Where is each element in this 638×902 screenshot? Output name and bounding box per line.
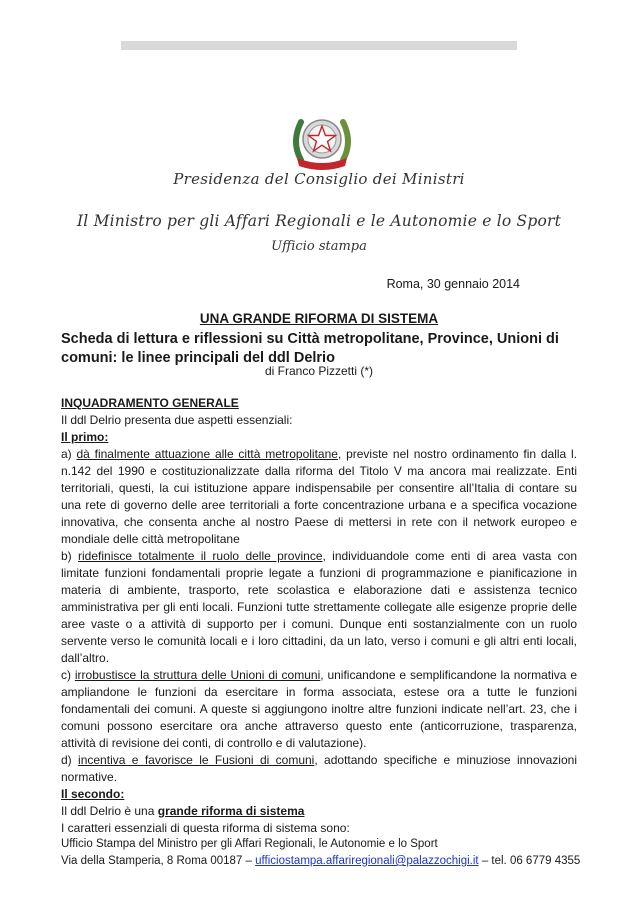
author-line: di Franco Pizzetti (*) [264, 364, 374, 378]
page-footer [61, 836, 580, 870]
item-b-prefix: b) [61, 549, 79, 563]
item-a-text: , previste nel nostro ordinamento fin dalla l. n.142 del 1990 e costituzionalizzate dalla riforma del Titolo V ma ancora mai realizzate. Enti territoriali, questi, la cui istituzione appare indispensabile per consentire all’Italia di contare su una rete di governo delle aree territoriali a forte concentrazione urbana e a specifica vocazione innovativa, che consenta anche al nostro Paese di mettersi in rete con il network europeo e mondiale delle città metropolitane [61, 447, 577, 546]
item-c-prefix: c) [61, 668, 75, 682]
section-heading: INQUADRAMENTO GENERALE [61, 396, 239, 410]
press-office-line: Ufficio stampa [271, 239, 367, 254]
item-c-text: , unificandone e semplificandone la normativa e ampliandone le funzioni da esercitare in forma associata, estese ora a tutte le funzioni fondamentali dei comuni. A queste si aggiungono inoltre altre funzioni indicate nell’art. 23, che i comuni possono esercitare ora anche attraverso questo ente (anticorruzione, trasparenza, attività di revisione dei conti, di controllo e di valutazione). [61, 668, 577, 750]
second-text-bold: grande riforma di sistema [157, 804, 305, 818]
footer-address-text: Via della Stamperia, 8 Roma 00187 – [61, 855, 256, 867]
item-d [61, 752, 577, 786]
minister-line: Il Ministro per gli Affari Regionali e le Autonomie e lo Sport [76, 212, 562, 230]
footer-phone: – tel. 06 6779 4355 [478, 855, 581, 867]
item-b-highlight: ridefinisce totalmente il ruolo delle province [78, 549, 323, 563]
item-b [61, 548, 577, 667]
item-a-prefix: a) [61, 447, 77, 461]
section-intro: Il ddl Delrio presenta due aspetti essenziali: [61, 413, 293, 427]
document-body [61, 395, 577, 837]
italian-republic-emblem [289, 108, 355, 174]
item-a-highlight: dà finalmente attuazione alle città metropolitane [76, 447, 338, 461]
second-label: Il secondo: [61, 787, 125, 801]
footer-address [61, 853, 580, 870]
footer-office: Ufficio Stampa del Ministro per gli Affari Regionali, le Autonomie e lo Sport [61, 838, 438, 850]
document-date: Roma, 30 gennaio 2014 [386, 277, 520, 291]
item-c [61, 667, 577, 752]
document-title: UNA GRANDE RIFORMA DI SISTEMA [199, 311, 439, 326]
document-subtitle: Scheda di lettura e riflessioni su Città metropolitane, Province, Unioni di comuni: le linee principali del ddl Delrio [61, 331, 559, 366]
header-rule-bar [121, 41, 517, 50]
item-d-prefix: d) [61, 753, 79, 767]
item-b-text: , individuandole come enti di area vasta con limitate funzioni fondamentali proprie legate a funzioni di programmazione e pianificazione in materia di ambiente, trasporto, rete scolastica e elaborazione dati e assistenza tecnico amministrativa per gli enti locali. Funzioni tutte strettamente collegate alle esigenze proprie delle aree vaste o a attività di supporto per i comuni. Dunque enti sostanzialmente con un ruolo servente verso le comunità locali e i loro cittadini, da un lato, verso i comuni e gli altri enti locali, dall’altro. [61, 549, 578, 665]
item-a [61, 446, 577, 548]
office-line: Presidenza del Consiglio dei Ministri [173, 170, 465, 188]
second-text-prefix: Il ddl Delrio è una [61, 804, 158, 818]
footer-email-link[interactable]: ufficiostampa.affariregionali@palazzochigi.it [255, 855, 479, 867]
second-text [61, 803, 577, 820]
item-d-highlight: incentiva e favorisce le Fusioni di comuni [78, 753, 315, 767]
item-d-text: , adottando specifiche e minuziose innovazioni normative. [61, 753, 577, 784]
closing-line: I caratteri essenziali di questa riforma di sistema sono: [61, 821, 350, 835]
first-label: Il primo: [61, 430, 109, 444]
item-c-highlight: irrobustisce la struttura delle Unioni di comuni [74, 668, 321, 682]
